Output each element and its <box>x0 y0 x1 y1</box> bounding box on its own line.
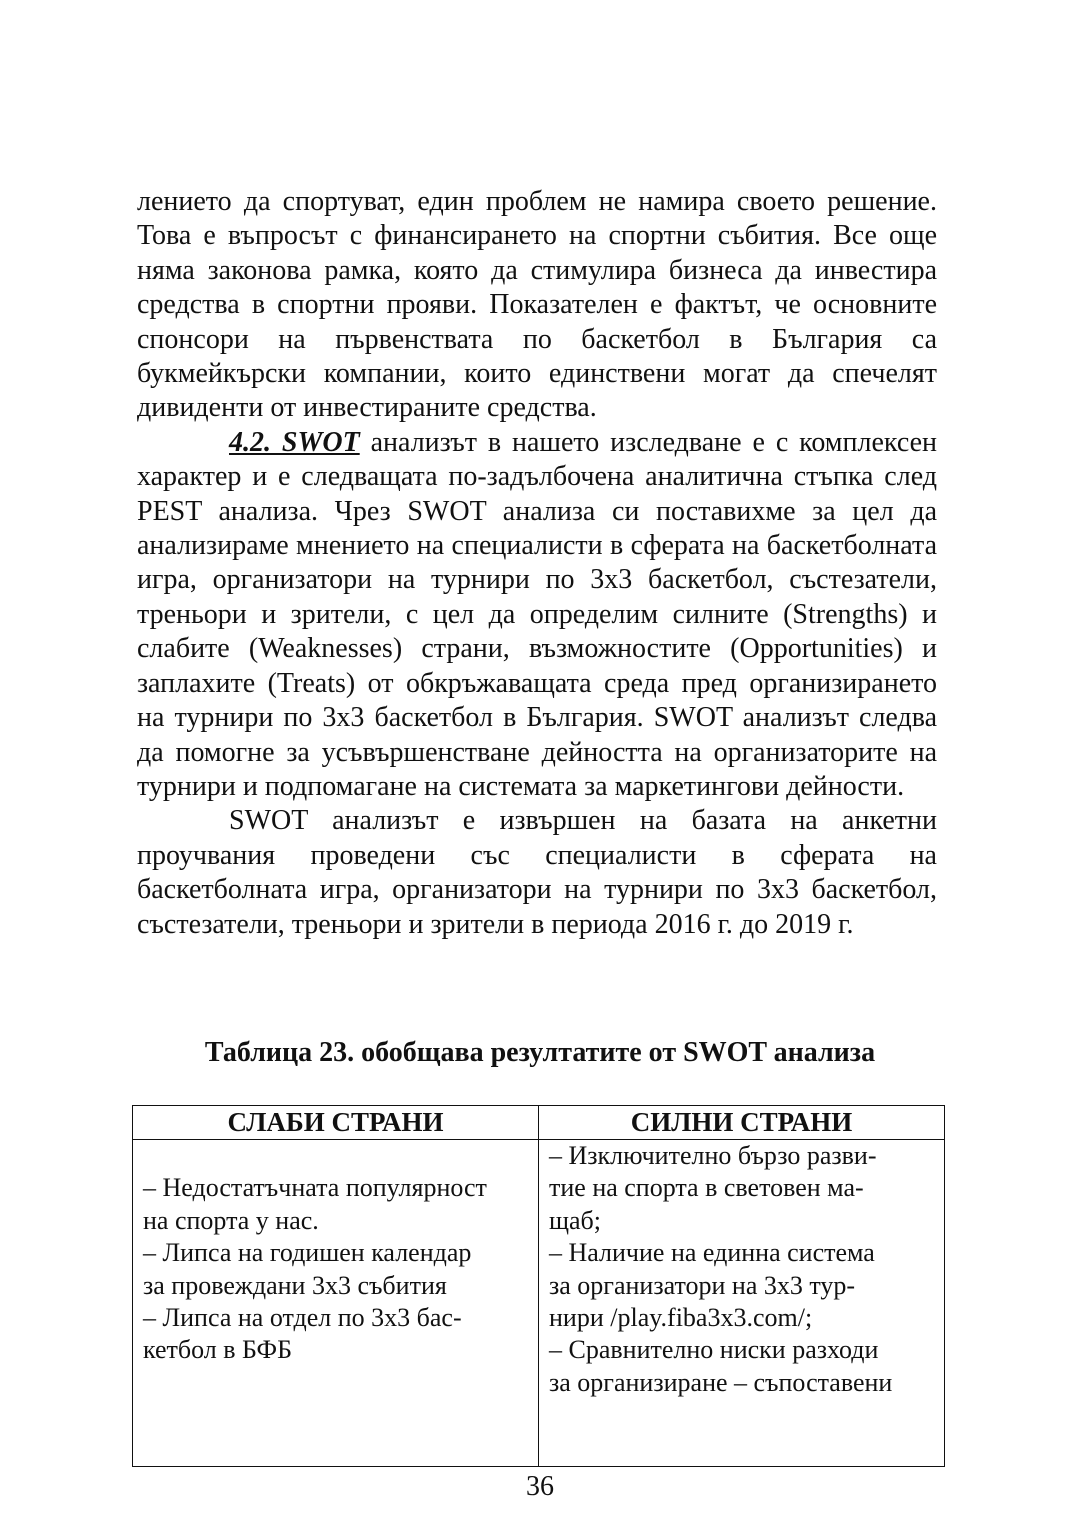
list-item: тие на спорта в световен ма- <box>549 1173 864 1203</box>
table-row <box>133 1140 945 1467</box>
list-item: нири /play.fiba3x3.com/; <box>549 1303 813 1333</box>
header-strengths: СИЛНИ СТРАНИ <box>539 1106 945 1140</box>
list-item: – Изключително бързо разви- <box>549 1141 877 1170</box>
list-item: за организатори на 3х3 тур- <box>549 1270 856 1300</box>
paragraph-swot-intro-text: анализът в нашето изследване е с комплексен характер и е следващата по-задълбочена аналитична стъпка след PEST анализа. Чрез SWOT анализа си поставихме за цел да анализираме мнението на специалисти в сферата на баскетболната игра, организатори на турнири по 3х3 баскетбол, състезатели, треньори и зрители, с цел да определим силните (Strengths) и слабите (Weaknesses) страни, възможностите (Opportunities) и заплахите (Treats) от обкръжаващата среда пред организирането на турнири по 3х3 баскетбол в България. SWOT анализът следва да помогне за усъвършенстване дейността на организаторите на турнири и подпомагане на системата за маркетингови дейности. <box>137 426 937 802</box>
strengths-cell <box>539 1140 945 1467</box>
list-item: щаб; <box>549 1205 602 1235</box>
list-item: за провеждани 3х3 събития <box>143 1270 447 1300</box>
paragraph-swot-method: SWOT анализът е извършен на базата на анкетни проучвания проведени със специалисти в сферата на баскетболната игра, организатори на турнири по 3х3 баскетбол, състезатели, треньори и зрители в периода 2016 г. до 2019 г. <box>137 805 937 940</box>
list-item: – Липса на отдел по 3х3 бас- <box>143 1303 462 1333</box>
table-header-row <box>133 1106 945 1140</box>
swot-table <box>132 1105 945 1467</box>
list-item: кетбол в БФБ <box>143 1335 293 1365</box>
list-item: – Недостатъчната популярност <box>143 1173 487 1203</box>
section-label: 4.2. SWOT <box>229 426 360 458</box>
page-number: 36 <box>526 1471 554 1502</box>
weaknesses-cell <box>133 1140 539 1467</box>
paragraph-swot-intro <box>137 426 937 804</box>
list-item: – Наличие на единна система <box>549 1238 875 1268</box>
body-text <box>137 185 937 942</box>
list-item: – Липса на годишен календар <box>143 1238 472 1268</box>
list-item: на спорта у нас. <box>143 1205 319 1235</box>
paragraph-financing: лението да спортуват, един проблем не намира своето решение. Това е въпросът с финансирането на спортни събития. Все още няма законова рамка, която да стимулира бизнеса да инвестира средства в спортни прояви. Показателен е фактът, че основните спонсори на първенствата по баскетбол в България са букмейкърски компании, които единствени могат да спечелят дивиденти от инвестираните средства. <box>137 186 937 424</box>
header-weaknesses: СЛАБИ СТРАНИ <box>133 1106 539 1140</box>
list-item: – Сравнително ниски разходи <box>549 1335 879 1365</box>
list-item: за организиране – съпоставени <box>549 1367 893 1397</box>
table-caption: Таблица 23. обобщава резултатите от SWOT анализа <box>204 1037 876 1068</box>
